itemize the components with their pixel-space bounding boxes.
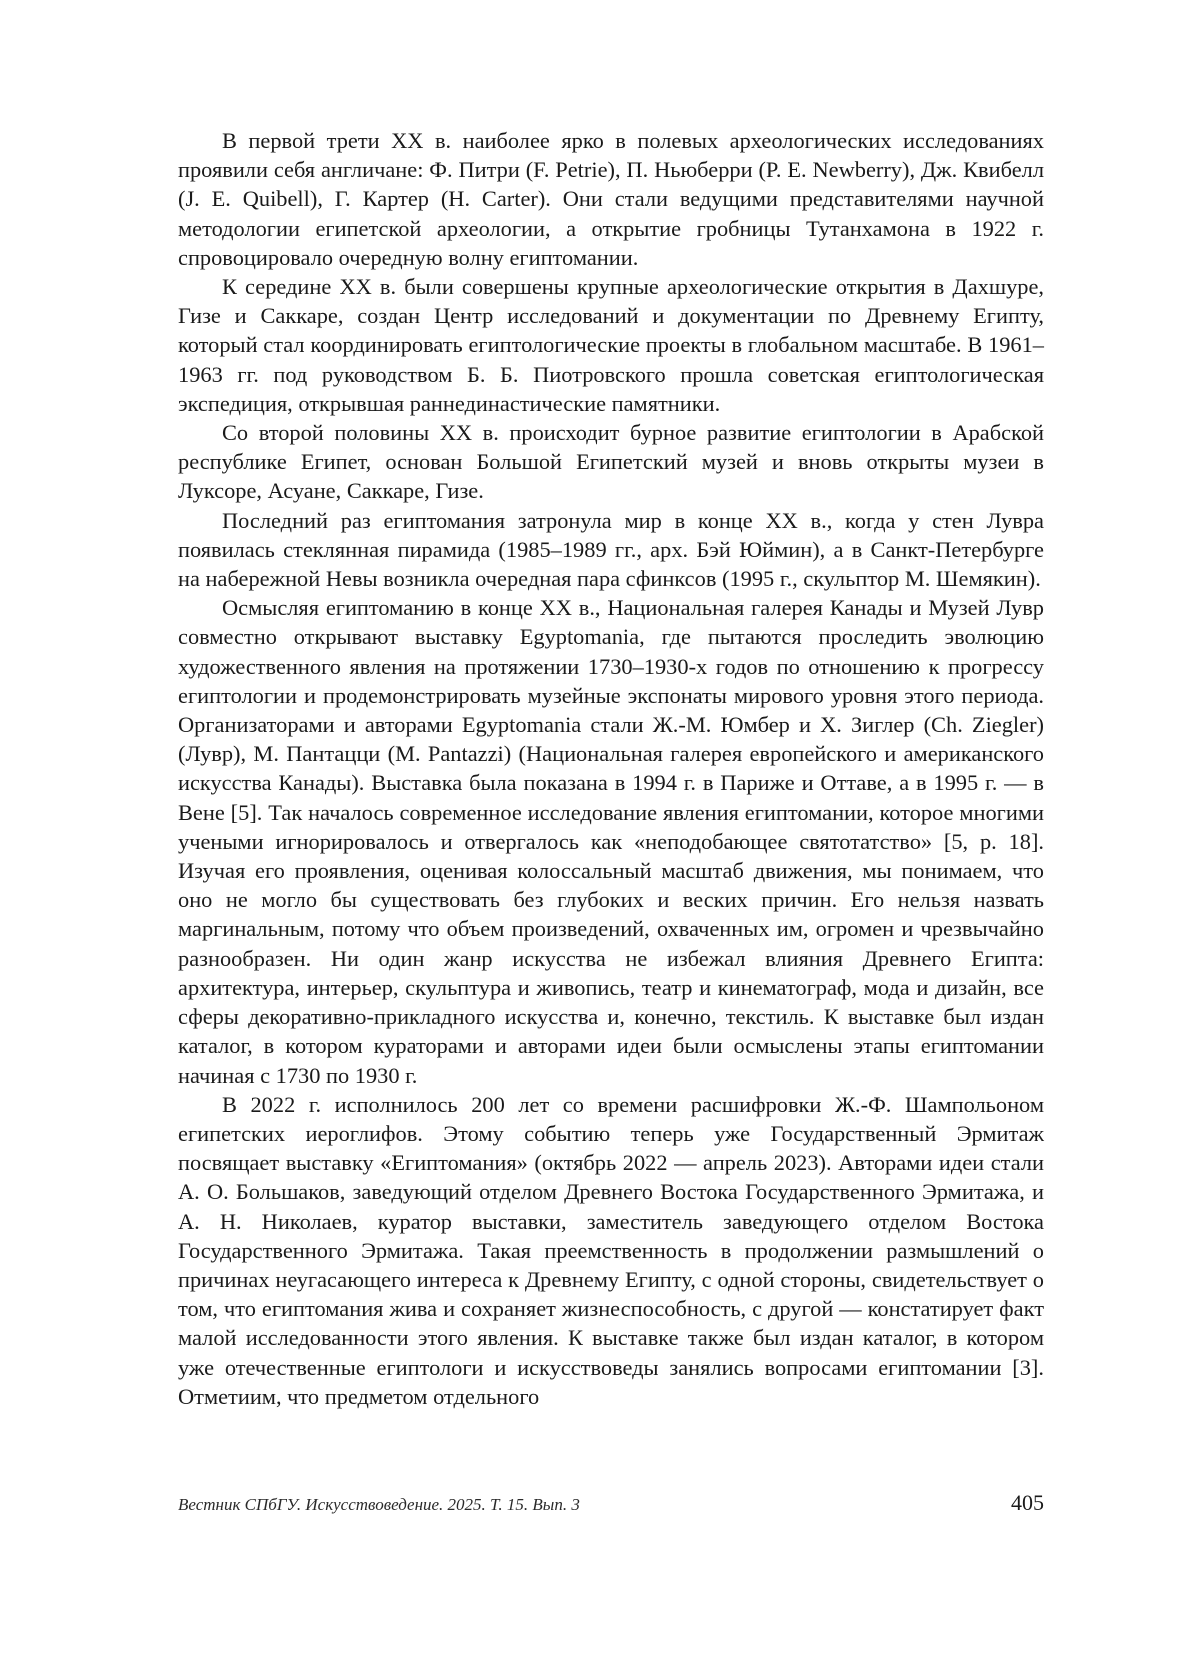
- paragraph-hermitage-exhibition: В 2022 г. исполнилось 200 лет со времени расшифровки Ж.-Ф. Шампольоном египетских иероглифов. Этому событию теперь уже Государственный Эрмитаж посвящает выставку «Египтомания» (октябрь 2022 — апрель 2023). Авторами идеи стали А. О. Большаков, заведующий отделом Древнего Востока Государственного Эрмитажа, и А. Н. Николаев, куратор выставки, заместитель заведующего отделом Востока Государственного Эрмитажа. Такая преемственность в продолжении размышлений о причинах неугасающего интереса к Древнему Египту, с одной стороны, свидетельствует о том, что египтомания жива и сохраняет жизнеспособность, с другой — констатирует факт малой исследованности этого явления. К выставке также был издан каталог, в котором уже отечественные египтологи и искусствоведы занялись вопросами египтомании [3]. Отметиим, что предметом отдельного: [178, 1091, 1044, 1409]
- paragraph-egyptomania-exhibition: Осмысляя египтоманию в конце XX в., Национальная галерея Канады и Музей Лувр совместно открывают выставку Egyptomania, где пытаются проследить эволюцию художественного явления на протяжении 1730–1930-х годов по отношению к прогрессу египтологии и продемонстрировать музейные экспонаты мирового уровня этого периода. Организаторами и авторами Egyptomania стали Ж.-М. Юмбер и Х. Зиглер (Ch. Ziegler) (Лувр), М. Пантацци (M. Pantazzi) (Национальная галерея европейского и американского искусства Канады). Выставка была показана в 1994 г. в Париже и Оттаве, а в 1995 г. — в Вене [5]. Так началось современное исследование явления египтомании, которое многими учеными игнорировалось и отвергалось как «неподобающее святотатство» [5, p. 18]. Изучая его проявления, оценивая колоссальный масштаб движения, мы понимаем, что оно не могло бы существовать без глубоких и веских причин. Его нельзя назвать маргинальным, потому что объем произведений, охваченных им, огромен и чрезвычайно разнообразен. Ни один жанр искусства не избежал влияния Древнего Египта: архитектура, интерьер, скульптура и живопись, театр и кинематограф, мода и дизайн, все сферы декоративно-прикладного искусства и, конечно, текстиль. К выставке был издан каталог, в котором кураторами и авторами идеи были осмыслены этапы египтомании начиная с 1730 по 1930 г.: [178, 595, 1044, 1088]
- paragraph-british-archaeologists: В первой трети XX в. наиболее ярко в полевых археологических исследованиях проявили себя англичане: Ф. Питри (F. Petrie), П. Ньюберри (P. E. Newberry), Дж. Квибелл (J. E. Quibell), Г. Картер (H. Carter). Они стали ведущими представителями научной методологии египетской археологии, а открытие гробницы Тутанхамона в 1922 г. спровоцировало очередную волну египтомании.: [178, 128, 1044, 270]
- page-footer: [178, 1490, 1044, 1520]
- paragraph-arab-republic-egyptology: Со второй половины XX в. происходит бурное развитие египтологии в Арабской республике Египет, основан Большой Египетский музей и вновь открыты музеи в Луксоре, Асуане, Саккаре, Гизе.: [178, 420, 1044, 504]
- page-number: 405: [1011, 1490, 1044, 1515]
- paragraph-louvre-pyramid: Последний раз египтомания затронула мир в конце XX в., когда у стен Лувра появилась стеклянная пирамида (1985–1989 гг., арх. Бэй Юймин), а в Санкт-Петербурге на набережной Невы возникла очередная пара сфинксов (1995 г., скульптор М. Шемякин).: [178, 507, 1044, 592]
- article-body: [178, 126, 1044, 1411]
- journal-title: Вестник СПбГУ. Искусствоведение. 2025. Т. 15. Вып. 3: [178, 1495, 580, 1514]
- paragraph-mid-century-discoveries: К середине XX в. были совершены крупные археологические открытия в Дахшуре, Гизе и Саккаре, создан Центр исследований и документации по Древнему Египту, который стал координировать египтологические проекты в глобальном масштабе. В 1961–1963 гг. под руководством Б. Б. Пиотровского прошла советская египтологическая экспедиция, открывшая раннединастические памятники.: [178, 274, 1044, 416]
